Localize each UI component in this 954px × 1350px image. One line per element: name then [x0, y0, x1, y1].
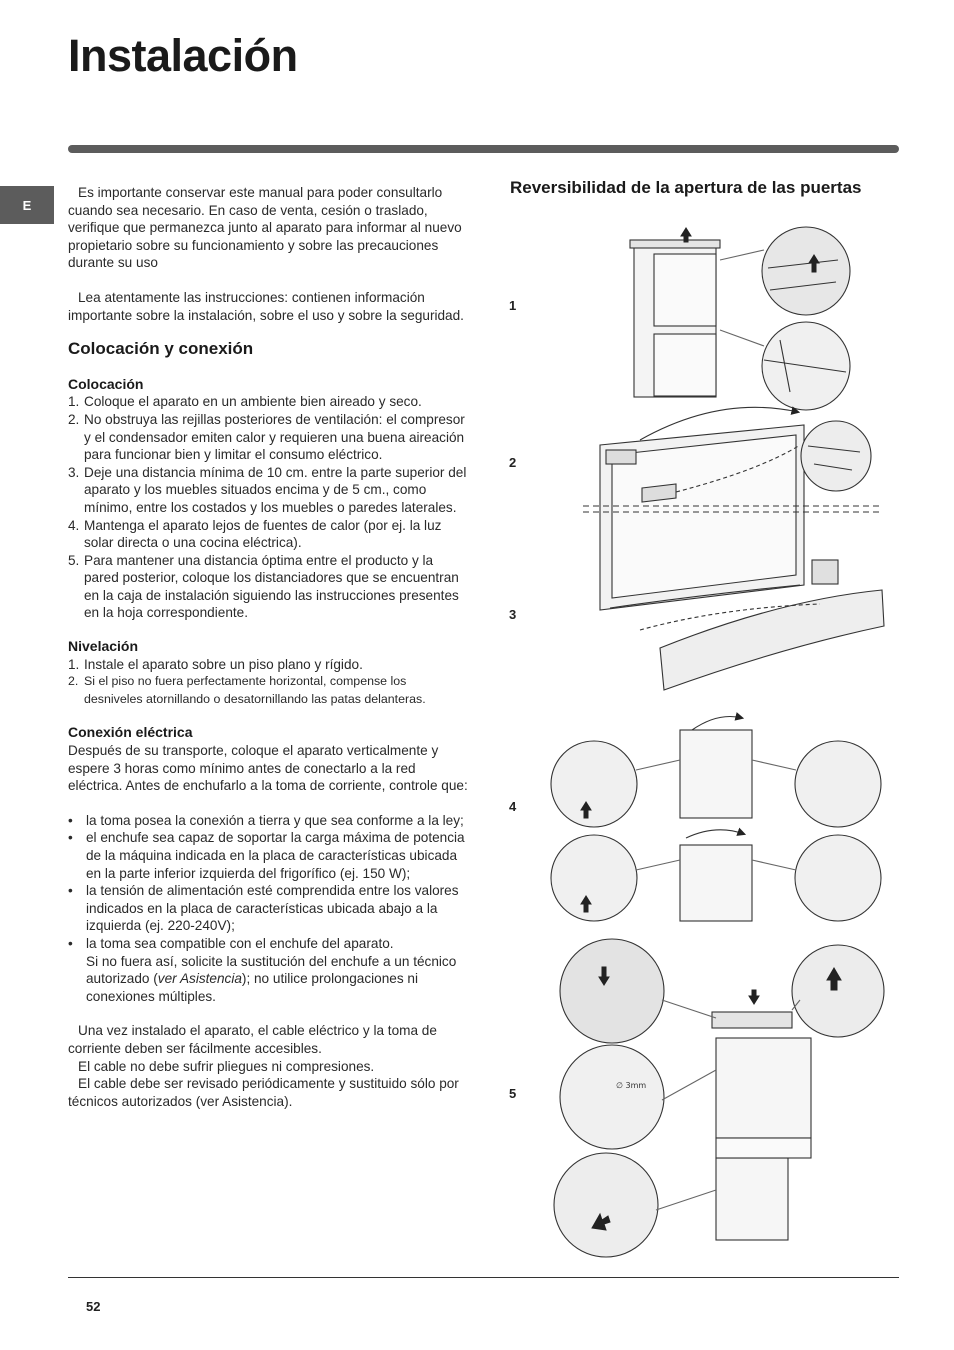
page-number: 52 — [86, 1299, 101, 1314]
footer-rule — [68, 1277, 899, 1278]
list-item: 1. Coloque el aparato en un ambiente bien aireado y seco. — [68, 394, 422, 410]
list-item: • la toma posea la conexión a tierra y que sea conforme a la ley; — [68, 812, 464, 828]
list-item: 2. Si el piso no fuera perfectamente horizontal, compense los desniveles atornillando o desatornillando las patas delanteras. — [68, 674, 426, 706]
electrica-checklist — [68, 812, 468, 1006]
drill-size-label: ∅ 3mm — [616, 1081, 647, 1090]
closing-paragraph-1: Una vez instalado el aparato, el cable eléctrico y la toma de corriente deben ser fácilmente accesibles. — [68, 1023, 437, 1056]
step-number-3: 3 — [509, 607, 517, 622]
step-number-1: 1 — [509, 298, 517, 313]
nivelacion-list — [68, 656, 468, 709]
list-item: 3. Deje una distancia mínima de 10 cm. entre la parte superior del aparato y los muebles situados encima y de 5 cm., como mínimo, entre los costados y los muebles o paredes laterales. — [68, 464, 467, 515]
left-column — [68, 184, 468, 1110]
list-item: 2. No obstruya las rejillas posteriores de ventilación: el compresor y el condensador emiten calor y requieren una buena aireación para funcionar bien y limitar el consumo eléctrico. — [68, 411, 465, 463]
list-item: • la toma sea compatible con el enchufe del aparato. Si no fuera así, solicite la sustitución del enchufe a un técnico autorizado (ver Asistencia); no utilice prolongaciones ni conexiones múltiples. — [68, 935, 457, 1004]
section-heading-colocacion-conexion: Colocación y conexión — [68, 339, 254, 359]
intro-paragraph-1: Es importante conservar este manual para poder consultarlo cuando sea necesario. En caso de venta, cesión o traslado, verifique que permanezca junto al aparato para informar al nuevo propietario sobre su funcionamiento y sobre las precauciones durante su uso — [68, 185, 462, 271]
door-reversal-illustration — [540, 220, 890, 1260]
step-number-4: 4 — [509, 799, 517, 814]
intro-paragraph-2: Lea atentamente las instrucciones: contienen información importante sobre la instalación, sobre el uso y sobre la seguridad. — [68, 289, 464, 323]
subheading-colocacion: Colocación — [68, 375, 144, 392]
step-number-5: 5 — [509, 1086, 517, 1101]
language-tab: E — [0, 186, 54, 224]
closing-paragraph-2: El cable no debe sufrir pliegues ni compresiones. — [78, 1058, 375, 1074]
header-rule — [68, 145, 899, 153]
colocacion-list — [68, 393, 468, 622]
list-item: 5. Para mantener una distancia óptima entre el producto y la pared posterior, coloque los distanciadores que se encuentran en la caja de instalación siguiendo las instrucciones presentes en la hoja correspondiente. — [68, 552, 459, 621]
closing-paragraph-3: El cable debe ser revisado periódicamente y sustituido sólo por técnicos autorizados (ver Asistencia). — [68, 1076, 459, 1109]
list-item: 4. Mantenga el aparato lejos de fuentes de calor (por ej. la luz solar directa o una cocina eléctrica). — [68, 517, 442, 551]
list-item: • la tensión de alimentación esté comprendida entre los valores indicados en la placa de características ubicada abajo a la izquierda (ej. 220-240V); — [68, 883, 459, 934]
list-item: 1. Instale el aparato sobre un piso plano y rígido. — [68, 656, 363, 672]
list-item: • el enchufe sea capaz de soportar la carga máxima de potencia de la máquina indicada en la placa de características ubicada en la parte inferior izquierda del frigorífico (ej. 150 W); — [68, 830, 465, 881]
electrica-intro: Después de su transporte, coloque el aparato verticalmente y espere 3 horas como mínimo antes de conectarlo a la red eléctrica. Antes de enchufarlo a la toma de corriente, controle que: — [68, 743, 468, 794]
page-title: Instalación — [68, 30, 298, 81]
step-number-2: 2 — [509, 455, 517, 470]
subheading-nivelacion: Nivelación — [68, 638, 139, 655]
section-heading-reversibilidad: Reversibilidad de la apertura de las puertas — [510, 178, 862, 197]
subheading-conexion-electrica: Conexión eléctrica — [68, 724, 193, 741]
